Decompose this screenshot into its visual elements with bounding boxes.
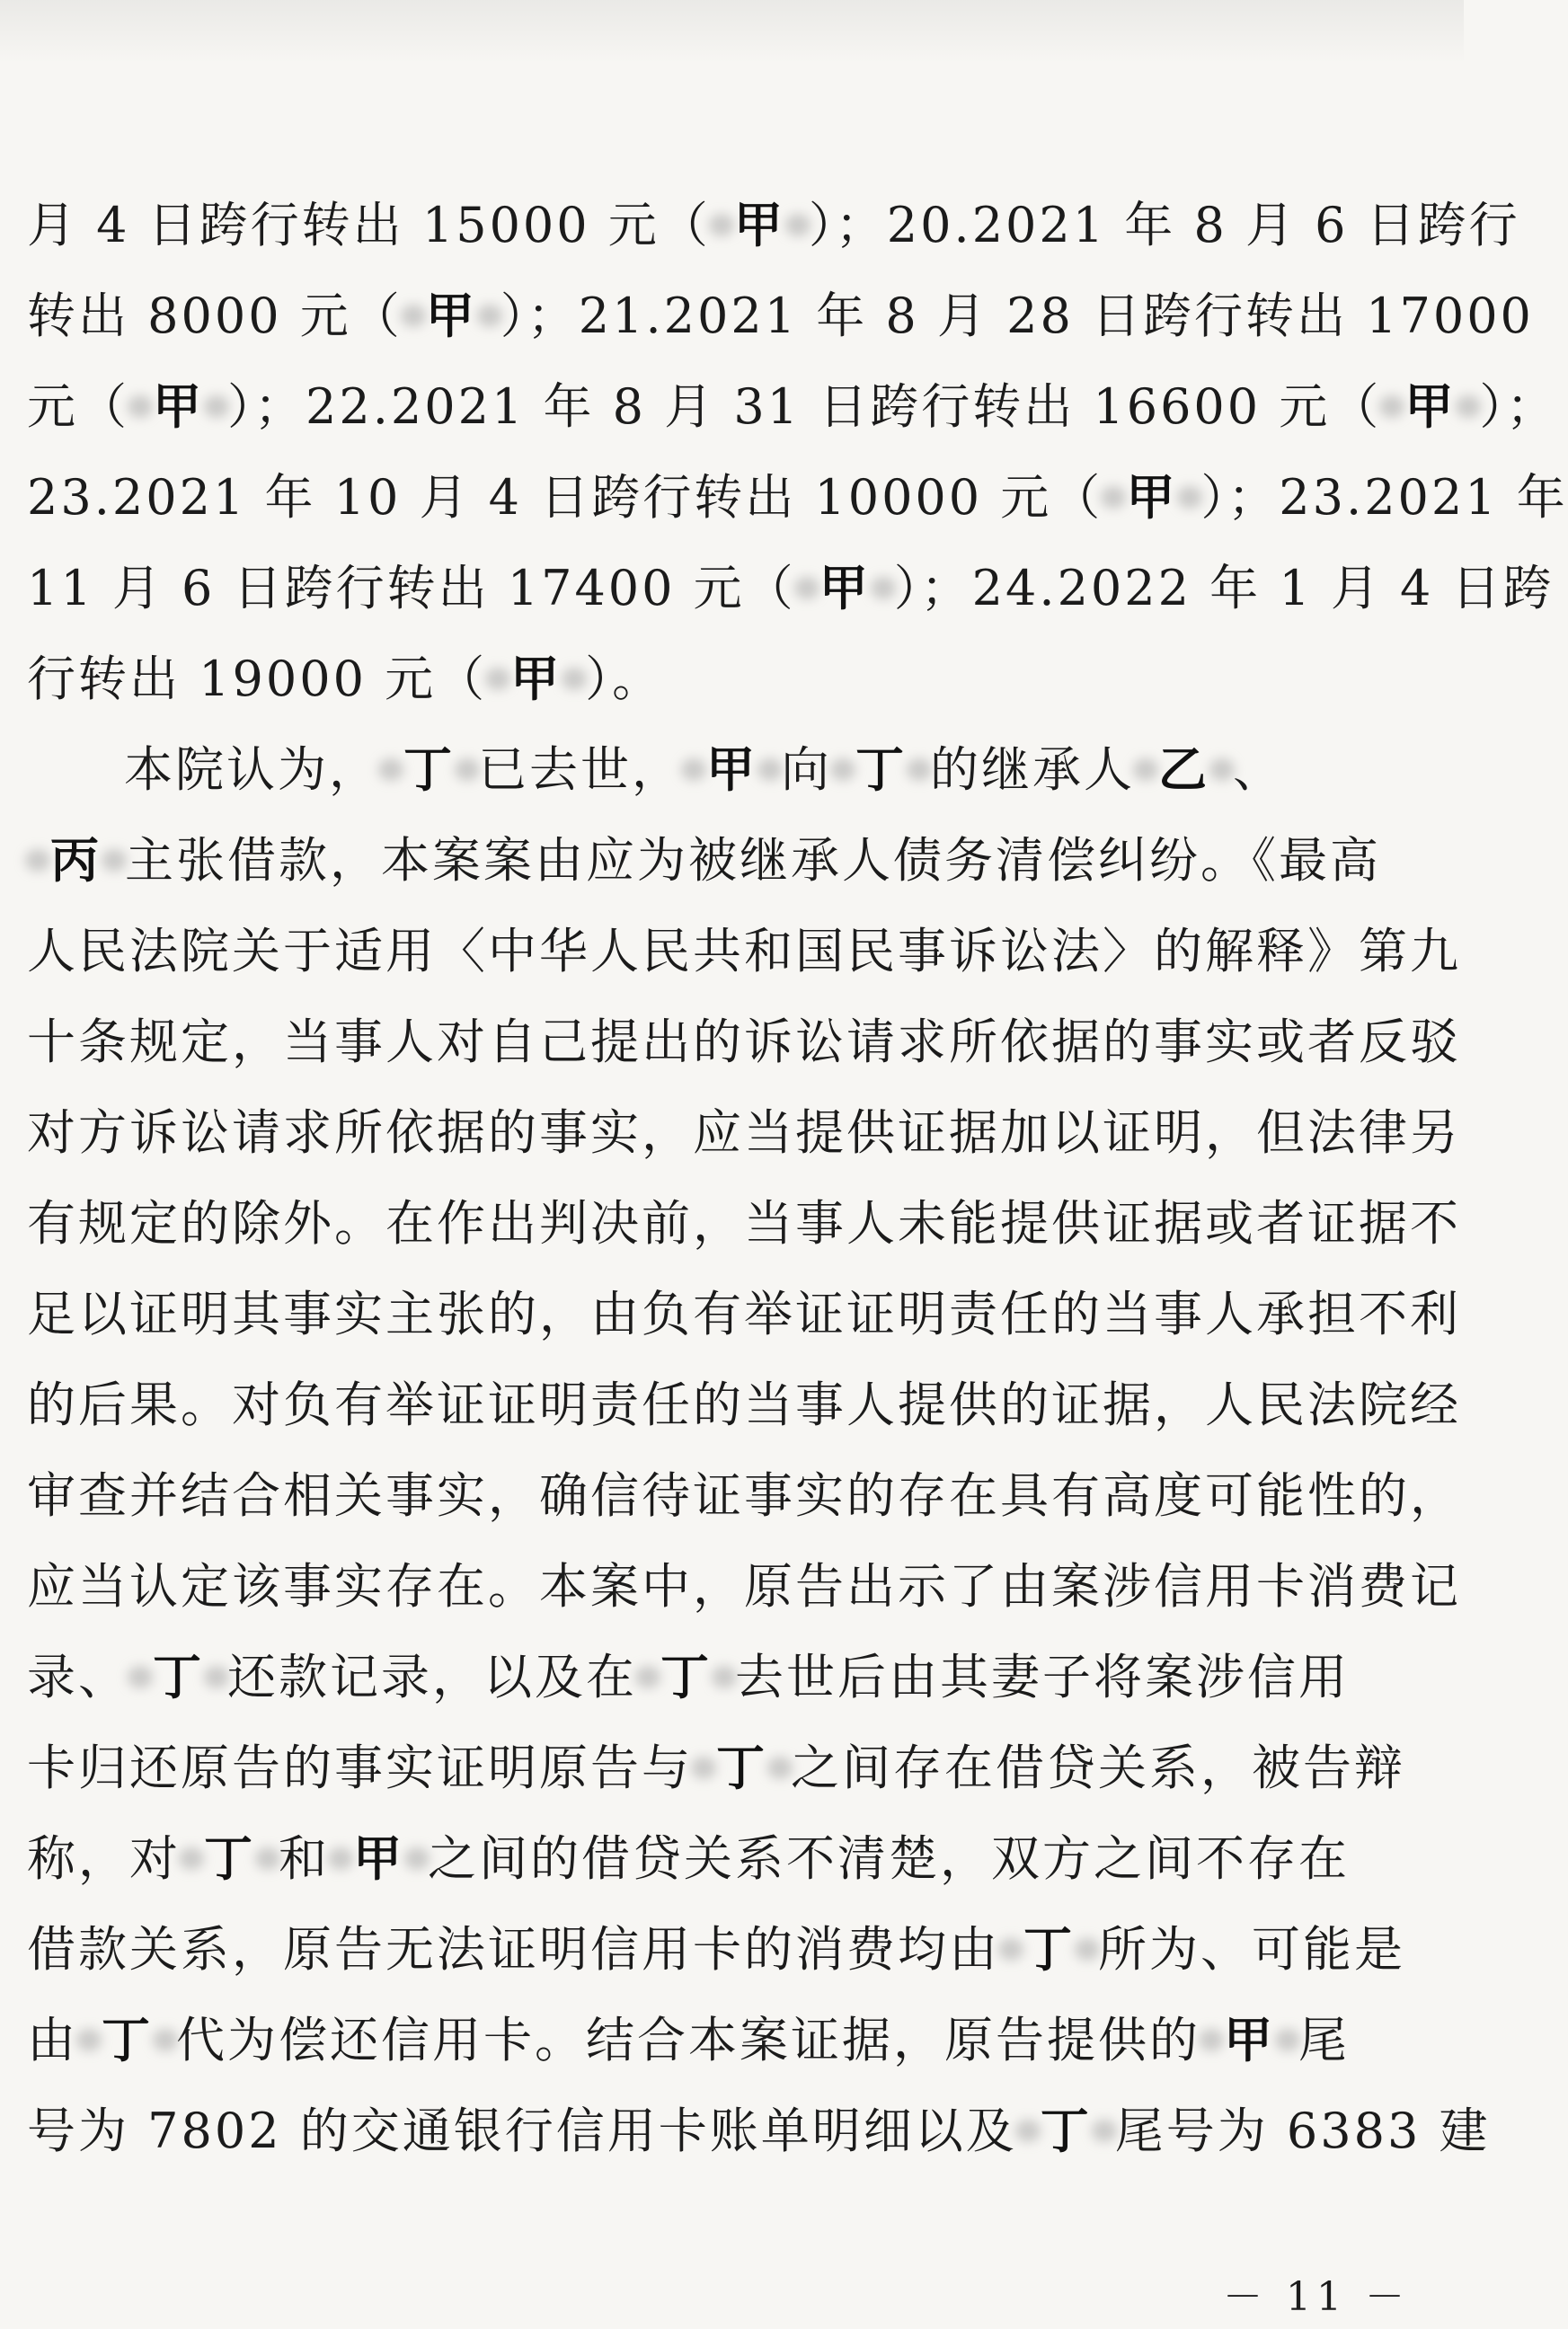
text-segment: ）。 bbox=[585, 651, 664, 707]
redacted-name: 丁 bbox=[1002, 1921, 1096, 1978]
text-segment: 卡归还原告的事实证明原告与 bbox=[27, 1740, 693, 1796]
page-number: － 11 － bbox=[1223, 2274, 1410, 2320]
text-line bbox=[27, 1632, 1411, 1722]
text-segment: 足以证明其事实主张的，由负有举证证明责任的当事人承担不利 bbox=[27, 1286, 1461, 1342]
redacted-name: 甲 bbox=[1383, 378, 1477, 435]
text-segment: 行转出 19000 元（ bbox=[27, 651, 488, 707]
text-line bbox=[27, 361, 1558, 452]
text-segment: 借款关系，原告无法证明信用卡的消费均由 bbox=[27, 1921, 1000, 1978]
redacted-name: 甲 bbox=[1104, 469, 1199, 526]
text-segment: ）；23.2021 年 bbox=[1200, 469, 1568, 526]
text-segment: 有规定的除外。在作出判决前，当事人未能提供证据或者证据不 bbox=[27, 1195, 1461, 1252]
redacted-name: 丁 bbox=[639, 1649, 733, 1705]
text-segment: 主张借款，本案案由应为被继承人债务清偿纠纷。《最高 bbox=[125, 832, 1381, 889]
text-segment: ）；22.2021 年 8 月 31 日跨行转出 16600 元（ bbox=[227, 378, 1382, 435]
text-line bbox=[27, 180, 1520, 270]
text-segment: ）；24.2022 年 1 月 4 日跨 bbox=[893, 560, 1555, 616]
text-segment: 之间存在借贷关系，被告辩 bbox=[791, 1740, 1405, 1796]
text-segment: ）；20.2021 年 8 月 6 日跨行 bbox=[808, 197, 1520, 253]
text-line bbox=[27, 1359, 1461, 1450]
redacted-name: 丁 bbox=[131, 1649, 226, 1705]
text-segment: 称，对 bbox=[27, 1830, 181, 1887]
text-segment: 尾 bbox=[1298, 2012, 1350, 2068]
text-segment: 本院认为， bbox=[124, 741, 380, 798]
text-segment: 元（ bbox=[27, 378, 129, 435]
text-segment: ）； bbox=[1479, 378, 1558, 435]
text-segment: 和 bbox=[279, 1830, 330, 1887]
text-segment: 的继承人 bbox=[930, 741, 1135, 798]
text-line bbox=[27, 815, 1411, 906]
text-segment: 11 月 6 日跨行转出 17400 元（ bbox=[27, 560, 796, 616]
text-line bbox=[27, 270, 1534, 361]
redacted-name: 甲 bbox=[713, 197, 807, 253]
redacted-name: 丁 bbox=[1019, 2103, 1113, 2159]
text-segment: 向 bbox=[781, 741, 832, 798]
redacted-name: 丁 bbox=[80, 2012, 174, 2068]
text-segment: 月 4 日跨行转出 15000 元（ bbox=[27, 197, 711, 253]
text-line bbox=[27, 452, 1568, 543]
redacted-name: 丁 bbox=[695, 1740, 789, 1796]
text-segment: 应当认定该事实存在。本案中，原告出示了由案涉信用卡消费记 bbox=[27, 1558, 1461, 1615]
text-segment: 录、 bbox=[27, 1649, 129, 1705]
text-segment: 还款记录，以及在 bbox=[227, 1649, 637, 1705]
redacted-name: 甲 bbox=[798, 560, 892, 616]
text-segment: 之间的借贷关系不清楚，双方之间不存在 bbox=[428, 1830, 1350, 1887]
text-line bbox=[27, 1904, 1411, 1995]
text-segment: 审查并结合相关事实，确信待证事实的存在具有高度可能性的， bbox=[27, 1467, 1461, 1524]
text-segment: 的后果。对负有举证证明责任的当事人提供的证据，人民法院经 bbox=[27, 1377, 1461, 1433]
text-segment: 所为、可能是 bbox=[1098, 1921, 1405, 1978]
redacted-name: 甲 bbox=[404, 288, 499, 344]
text-segment: 23.2021 年 10 月 4 日跨行转出 10000 元（ bbox=[27, 469, 1103, 526]
text-segment: 十条规定，当事人对自己提出的诉讼请求所依据的事实或者反驳 bbox=[27, 1014, 1461, 1070]
redacted-name: 甲 bbox=[489, 651, 583, 707]
text-segment: 代为偿还信用卡。结合本案证据，原告提供的 bbox=[176, 2012, 1200, 2068]
redacted-name: 丁 bbox=[182, 1830, 277, 1887]
text-line bbox=[27, 1178, 1461, 1269]
text-line bbox=[27, 996, 1461, 1087]
text-line bbox=[27, 1722, 1411, 1813]
text-line bbox=[27, 1269, 1461, 1359]
text-line bbox=[27, 543, 1555, 633]
redacted-name: 甲 bbox=[131, 378, 226, 435]
text-line bbox=[27, 633, 1411, 724]
text-segment: 人民法院关于适用〈中华人民共和国民事诉讼法〉的解释》第九 bbox=[27, 923, 1461, 979]
text-line bbox=[27, 1087, 1461, 1178]
redacted-name: 乙 bbox=[1137, 741, 1231, 798]
redacted-name: 丁 bbox=[382, 741, 476, 798]
text-segment: 、 bbox=[1233, 741, 1284, 798]
text-line bbox=[27, 2085, 1491, 2176]
text-segment: 转出 8000 元（ bbox=[27, 288, 403, 344]
text-line bbox=[27, 1995, 1411, 2085]
text-line bbox=[27, 1450, 1461, 1541]
text-segment: ）；21.2021 年 8 月 28 日跨行转出 17000 bbox=[500, 288, 1534, 344]
document-body bbox=[27, 180, 1568, 2176]
redacted-name: 甲 bbox=[1202, 2012, 1297, 2068]
text-segment: 由 bbox=[27, 2012, 78, 2068]
text-line bbox=[27, 906, 1461, 996]
text-segment: 号为 7802 的交通银行信用卡账单明细以及 bbox=[27, 2103, 1017, 2159]
redacted-name: 丙 bbox=[29, 832, 123, 889]
redacted-name: 甲 bbox=[332, 1830, 426, 1887]
redacted-name: 甲 bbox=[685, 741, 779, 798]
text-segment: 去世后由其妻子将案涉信用 bbox=[735, 1649, 1350, 1705]
text-segment: 对方诉讼请求所依据的事实，应当提供证据加以证明，但法律另 bbox=[27, 1104, 1461, 1161]
text-line bbox=[27, 724, 1411, 815]
text-line bbox=[27, 1813, 1411, 1904]
redacted-name: 丁 bbox=[834, 741, 928, 798]
text-segment: 尾号为 6383 建 bbox=[1114, 2103, 1491, 2159]
text-segment: 已去世， bbox=[478, 741, 683, 798]
scan-edge-shadow bbox=[0, 0, 1464, 63]
text-line bbox=[27, 1541, 1461, 1632]
